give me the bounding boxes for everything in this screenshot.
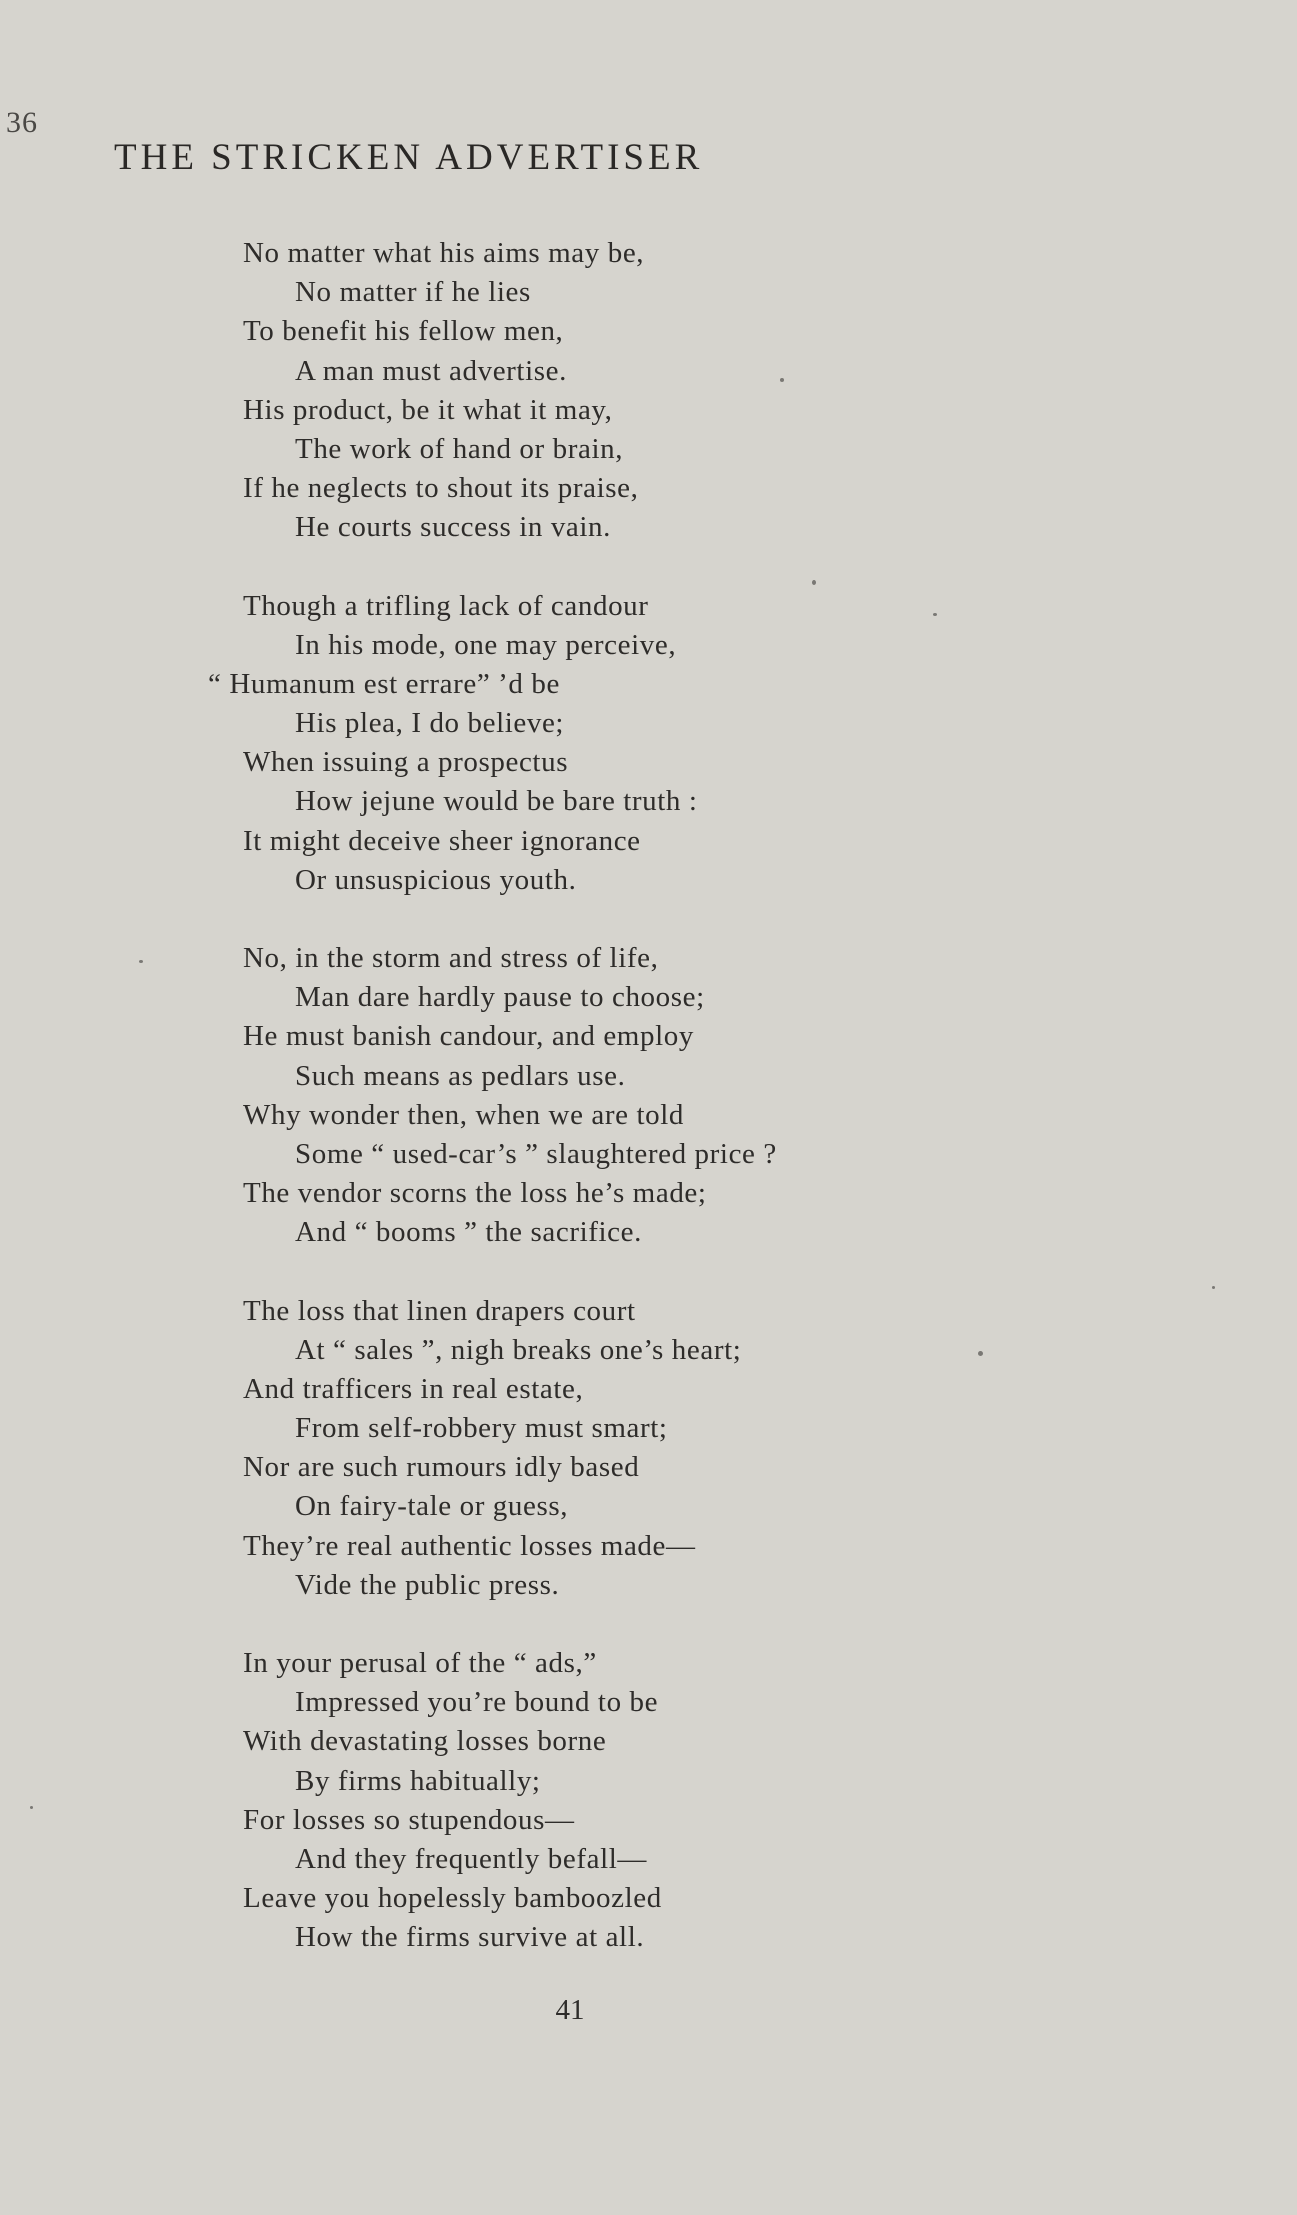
scan-speck — [978, 1351, 983, 1356]
page-number: 41 — [555, 1994, 585, 2026]
poem-line: A man must advertise. — [295, 354, 567, 387]
scan-speck — [812, 580, 816, 585]
poem-line: He must banish candour, and employ — [243, 1020, 694, 1053]
poem-line: No matter what his aims may be, — [243, 237, 645, 269]
poem-line: Man dare hardly pause to choose; — [295, 981, 705, 1014]
stanza — [208, 939, 1108, 1253]
scan-speck — [1212, 1286, 1215, 1289]
poem-line: On fairy-tale or guess, — [295, 1490, 569, 1523]
poem-line: At “ sales ”, nigh breaks one’s heart; — [295, 1333, 742, 1366]
stanza — [208, 234, 1108, 548]
poem-line: The vendor scorns the loss he’s made; — [243, 1177, 707, 1210]
poem-line: He courts success in vain. — [295, 511, 611, 544]
poem-line: In his mode, one may perceive, — [295, 628, 677, 661]
poem-line: If he neglects to shout its praise, — [243, 472, 639, 505]
poem-body — [208, 234, 1108, 1997]
scan-speck — [780, 378, 784, 382]
poem-line: It might deceive sheer ignorance — [243, 824, 641, 857]
stanza — [208, 1292, 1108, 1606]
poem-line: By firms habitually; — [295, 1764, 541, 1797]
poem-line: Some “ used-car’s ” slaughtered price ? — [295, 1137, 777, 1170]
poem-line: When issuing a prospectus — [243, 746, 569, 779]
poem-line: Or unsuspicious youth. — [295, 863, 577, 896]
poem-line: The loss that linen drapers court — [243, 1294, 636, 1327]
poem-line: The work of hand or brain, — [295, 432, 624, 465]
poem-line: Vide the public press. — [295, 1568, 560, 1601]
poem-line: No, in the storm and stress of life, — [243, 942, 659, 974]
poem-line: No matter if he lies — [295, 276, 531, 309]
poem-line: Nor are such rumours idly based — [243, 1451, 640, 1484]
poem-line: How jejune would be bare truth : — [295, 785, 698, 818]
poem-line: “ Humanum est errare” ’d be — [208, 667, 560, 700]
poem-line: Such means as pedlars use. — [295, 1059, 626, 1092]
poem-title: THE STRICKEN ADVERTISER — [114, 137, 704, 178]
poem-line: Impressed you’re bound to be — [295, 1686, 659, 1719]
poem-line: In your perusal of the “ ads,” — [243, 1647, 597, 1679]
poem-line: To benefit his fellow men, — [243, 315, 564, 348]
corner-page-number: 36 — [6, 106, 38, 139]
scan-speck — [139, 960, 143, 963]
poem-line: With devastating losses borne — [243, 1725, 607, 1758]
poem-line: From self-robbery must smart; — [295, 1412, 668, 1445]
poem-line: How the firms survive at all. — [295, 1921, 645, 1954]
scan-speck — [933, 613, 937, 616]
poem-line: For losses so stupendous— — [243, 1803, 575, 1836]
poem-line: Leave you hopelessly bamboozled — [243, 1882, 662, 1915]
poem-line: His plea, I do believe; — [295, 707, 565, 740]
poem-line: They’re real authentic losses made— — [243, 1529, 696, 1562]
poem-line: And they frequently befall— — [295, 1842, 648, 1875]
poem-line: His product, be it what it may, — [243, 393, 613, 426]
stanza — [208, 1644, 1108, 1958]
poem-line: Why wonder then, when we are told — [243, 1098, 684, 1131]
poem-line: And “ booms ” the sacrifice. — [295, 1216, 642, 1249]
poem-line: And trafficers in real estate, — [243, 1372, 584, 1405]
poem-line: Though a trifling lack of candour — [243, 589, 649, 622]
scan-speck — [30, 1806, 33, 1809]
stanza — [208, 587, 1108, 901]
